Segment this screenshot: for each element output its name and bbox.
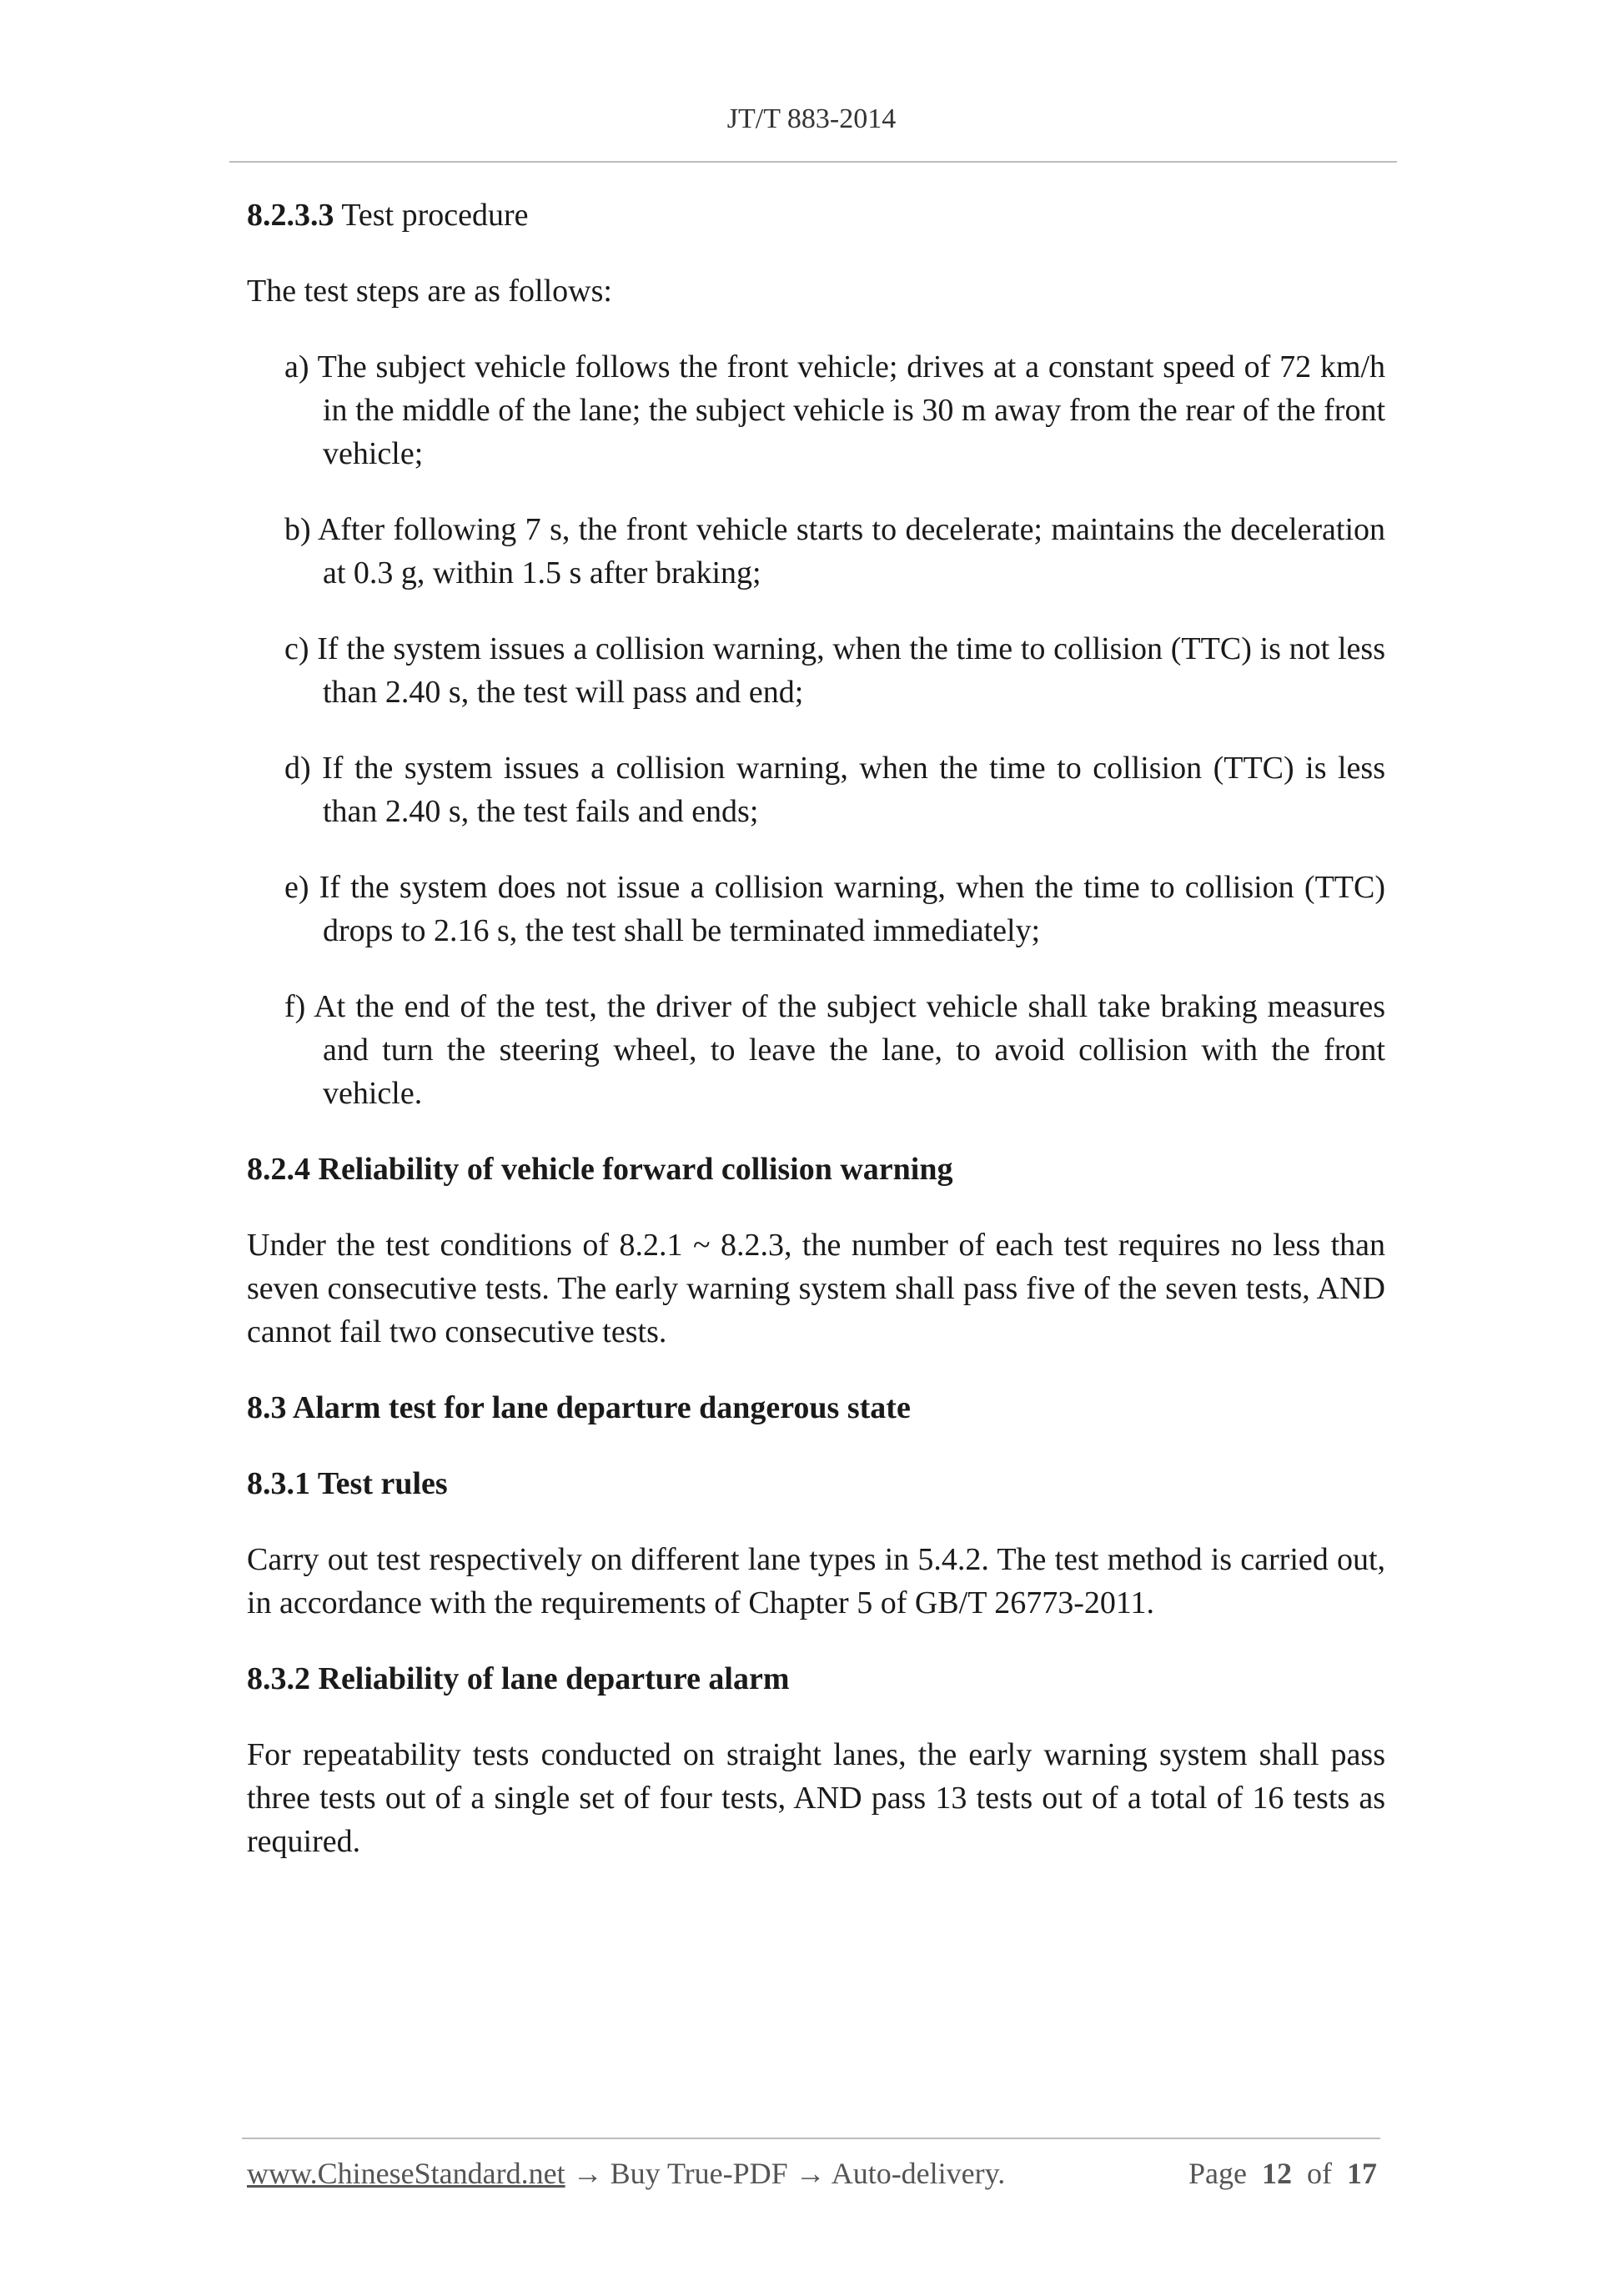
page-footer <box>247 2156 1377 2191</box>
step-d: d) If the system issues a collision warning, when the time to collision (TTC) is less than 2.40 s, the test fails and ends; <box>284 751 1385 829</box>
step-b: b) After following 7 s, the front vehicle starts to decelerate; maintains the deceleration at 0.3 g, within 1.5 s after braking; <box>284 512 1385 590</box>
footer-divider <box>242 2138 1380 2139</box>
section-heading-8-3: 8.3 Alarm test for lane departure dangerous state <box>247 1390 911 1425</box>
step-f: f) At the end of the test, the driver of the subject vehicle shall take braking measures and turn the steering wheel, to leave the lane, to avoid collision with the front vehicle. <box>284 989 1385 1111</box>
page-label: Page <box>1188 2157 1247 2190</box>
section-body-8-3-2: For repeatability tests conducted on straight lanes, the early warning system shall pass three tests out of a single set of four tests, AND pass 13 tests out of a total of 16 tests as required. <box>247 1737 1385 1859</box>
header-title: JT/T 883-2014 <box>726 103 897 134</box>
step-a: a) The subject vehicle follows the front vehicle; drives at a constant speed of 72 km/h in the middle of the lane; the subject vehicle is 30 m away from the rear of the front vehicle; <box>284 349 1385 471</box>
intro-paragraph: The test steps are as follows: <box>247 274 612 309</box>
section-body-8-3-1: Carry out test respectively on different lane types in 5.4.2. The test method is carried out, in accordance with the requirements of Chapter 5 of GB/T 26773-2011. <box>247 1542 1385 1620</box>
section-heading-8-2-3-3 <box>247 193 1385 237</box>
step-e: e) If the system does not issue a collision warning, when the time to collision (TTC) drops to 2.16 s, the test shall be terminated immediately; <box>284 870 1385 948</box>
page-indicator <box>1188 2156 1377 2191</box>
website-link[interactable]: www.ChineseStandard.net <box>247 2157 565 2190</box>
footer-left <box>247 2156 1005 2191</box>
section-heading-8-2-4: 8.2.4 Reliability of vehicle forward collision warning <box>247 1152 953 1187</box>
section-number: 8.2.3.3 <box>247 198 334 233</box>
footer-promo: → Buy True-PDF → Auto-delivery. <box>565 2157 1006 2190</box>
page-total: 17 <box>1347 2157 1377 2190</box>
step-c: c) If the system issues a collision warning, when the time to collision (TTC) is not less than 2.40 s, the test will pass and end; <box>284 631 1385 710</box>
page-content <box>247 193 1385 1896</box>
section-heading-8-3-1: 8.3.1 Test rules <box>247 1466 448 1501</box>
page-number: 12 <box>1262 2157 1292 2190</box>
header-divider <box>229 161 1397 163</box>
section-heading-8-3-2: 8.3.2 Reliability of lane departure alarm <box>247 1661 790 1696</box>
section-body-8-2-4: Under the test conditions of 8.2.1 ~ 8.2.3, the number of each test requires no less than seven consecutive tests. The early warning system shall pass five of the seven tests, AND cannot fail two consecutive tests. <box>247 1228 1385 1349</box>
of-label: of <box>1307 2157 1332 2190</box>
section-title: Test procedure <box>334 198 529 233</box>
